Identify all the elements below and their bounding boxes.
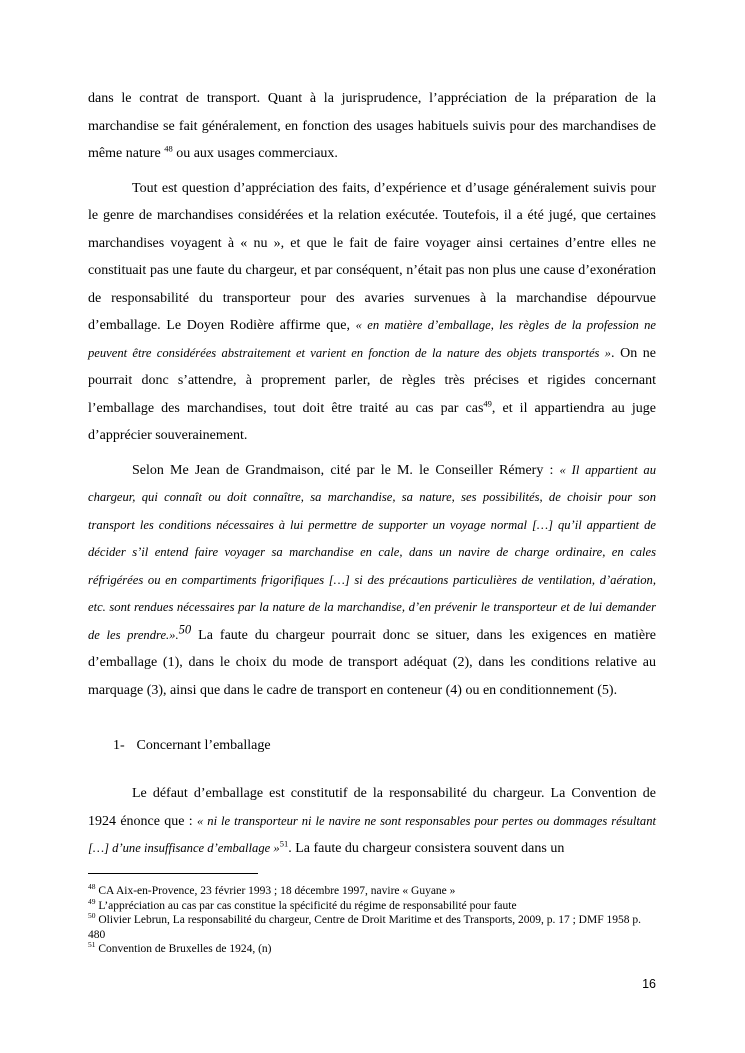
footnote-ref-48: 48 [164, 143, 173, 154]
paragraph-text: Tout est question d’appréciation des faits, d’expérience et d’usage généralement suivis pour le genre de marchandises considérées et la relation exécutée. Toutefois, il a été jugé, que certaines marchandises voyagent à « nu », et que le fait de faire voyager ainsi certaines d’entre elles ne constituait pas une faute du chargeur, et par conséquent, n’était pas non plus une cause d’exonération de responsabilité du transporteur pour des avaries survenues à la marchandise dépourvue d’emballage. Le Doyen Rodière affirme que, [88, 180, 656, 333]
italic-quote: « ni le transporteur ni le navire ne sont responsables pour pertes ou dommages résultant […] d’une insuffisance d’emballage » [88, 813, 657, 855]
footnotes [88, 884, 660, 957]
paragraph-text: dans le contrat de transport. Quant à la jurisprudence, l’appréciation de la préparation de la marchandise se fait généralement, en fonction des usages habituels suivis pour des marchandises de même nature [88, 91, 656, 161]
footnote-ref-51: 51 [279, 838, 289, 849]
section-number: 1- [113, 738, 125, 753]
footnote [88, 896, 660, 914]
paragraph-text: , et il appartiendra au juge d’apprécier souverainement. [88, 400, 656, 443]
footnote [88, 913, 660, 942]
italic-quote: « Il appartient au chargeur, qui connaît ou doit connaître, sa marchandise, sa nature, ses possibilités, de choisir pour son transport les conditions nécessaires à lui permettre de supporter un voyage normal […] qu’il appartient de décider s’il entend faire voyager sa marchandise en cale, dans un navire de charge ordinaire, en cales réfrigérées ou en compartiments frigorifiques […] si des précautions particulières de ventilation, d’aération, etc. sont rendues nécessaires par la nature de la marchandise, d’en prévenir le transporteur et de lui demander de les prendre.». [88, 462, 656, 642]
paragraph-3 [88, 457, 656, 705]
footnote-separator [88, 873, 258, 874]
paragraph-text: La faute du chargeur pourrait donc se situer, dans les exigences en matière d’emballage (1), dans le choix du mode de transport adéquat (2), dans les conditions relative au marquage (3), ainsi que dans le cadre de transport en conteneur (4) ou en conditionnement (5). [88, 627, 656, 698]
footnote-number: 48 [88, 882, 96, 892]
paragraph-2 [88, 175, 656, 450]
footnote-ref-49: 49 [483, 397, 492, 408]
body-text-lower [88, 780, 656, 863]
footnote-number: 49 [88, 896, 96, 906]
italic-quote: « en matière d’emballage, les règles de la profession ne peuvent être considérées abstraitement et varient en fonction de la nature des objets transportés » [88, 318, 657, 360]
page-number: 16 [642, 977, 656, 991]
footnote [88, 884, 660, 899]
paragraph-text: Le défaut d’emballage est constitutif de la responsabilité du chargeur. La Convention de 1924 énonce que : [88, 786, 656, 829]
footnote [88, 942, 660, 957]
footnote-text: CA Aix-en-Provence, 23 février 1993 ; 18 décembre 1997, navire « Guyane » [95, 885, 456, 897]
footnote-ref-50: 50 [178, 621, 192, 636]
section-title: Concernant l’emballage [136, 738, 271, 753]
body-text-upper [88, 85, 656, 704]
footnote-text: L’appréciation au cas par cas constitue la spécificité du régime de responsabilité pour faute [95, 899, 517, 912]
section-heading [113, 736, 271, 756]
footnote-number: 50 [88, 911, 96, 921]
footnote-text: Convention de Bruxelles de 1924, (n) [95, 943, 272, 956]
paragraph-text: . On ne pourrait donc s’attendre, à proprement parler, de règles très précises et rigides concernant l’emballage des marchandises, tout doit être traité au cas par cas [88, 345, 657, 416]
footnote-text: Olivier Lebrun, La responsabilité du chargeur, Centre de Droit Maritime et des Transports, 2009, p. 17 ; DMF 1958 p. 480 [88, 914, 641, 941]
paragraph-1 [88, 85, 656, 168]
paragraph-text: . La faute du chargeur consistera souvent dans un [288, 841, 565, 856]
paragraph-text: ou aux usages commerciaux. [172, 146, 338, 161]
footnote-number: 51 [88, 940, 96, 950]
paragraph-text: Selon Me Jean de Grandmaison, cité par le M. le Conseiller Rémery : [132, 462, 560, 478]
paragraph-4 [88, 780, 656, 863]
